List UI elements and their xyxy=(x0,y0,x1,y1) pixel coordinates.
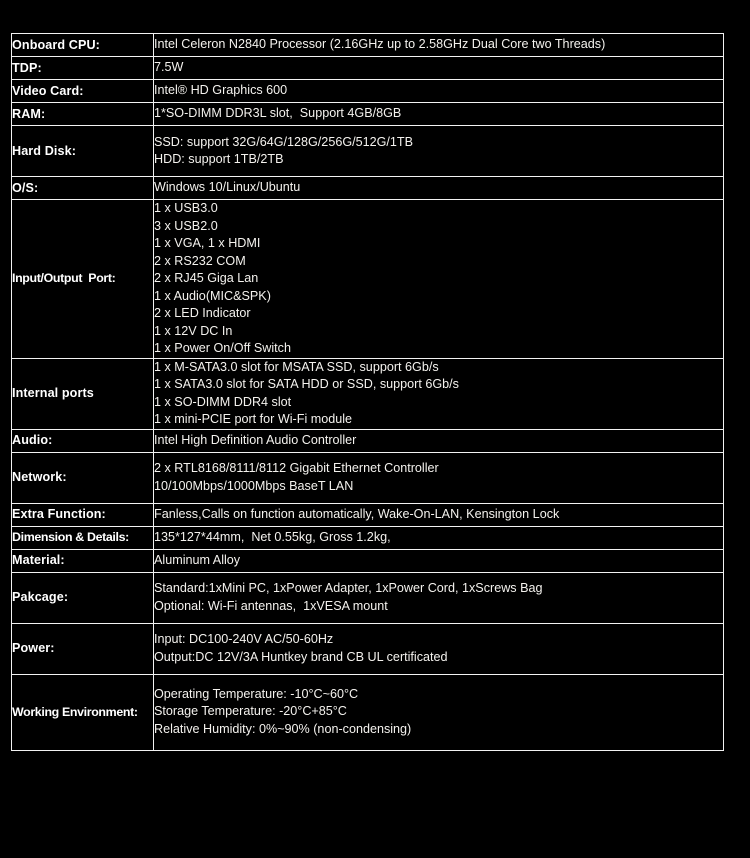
spec-label-cell xyxy=(12,503,154,526)
spec-label: Video Card: xyxy=(12,83,84,98)
specification-table xyxy=(11,33,724,751)
spec-value-line: 2 x LED Indicator xyxy=(154,306,251,320)
spec-label: Pakcage: xyxy=(12,590,69,604)
spec-label: Audio: xyxy=(12,433,53,447)
table-row xyxy=(12,80,724,103)
spec-label: Input/Output Port: xyxy=(12,271,116,286)
table-row xyxy=(12,452,724,503)
spec-label-cell xyxy=(12,452,154,503)
table-row xyxy=(12,526,724,549)
spec-value-cell xyxy=(154,34,724,57)
spec-label-cell xyxy=(12,126,154,177)
spec-value-line: 1 x 12V DC In xyxy=(154,323,233,338)
spec-value-line: 2 x RTL8168/8111/8112 Gigabit Ethernet Controller xyxy=(154,461,439,475)
table-row xyxy=(12,358,724,429)
table-row xyxy=(12,623,724,674)
spec-value-line: Output:DC 12V/3A Huntkey brand CB UL certificated xyxy=(154,649,448,664)
spec-label-cell xyxy=(12,34,154,57)
spec-label: Onboard CPU: xyxy=(12,37,100,52)
spec-label-cell xyxy=(12,177,154,200)
spec-value-cell xyxy=(154,177,724,200)
table-row xyxy=(12,57,724,80)
table-row xyxy=(12,126,724,177)
table-row xyxy=(12,674,724,750)
spec-value-cell xyxy=(154,452,724,503)
spec-value-line: Operating Temperature: -10°C~60°C xyxy=(154,686,359,701)
spec-value-line: 1 x SATA3.0 slot for SATA HDD or SSD, support 6Gb/s xyxy=(154,377,459,391)
spec-value-cell xyxy=(154,358,724,429)
spec-label-cell xyxy=(12,200,154,359)
spec-value-line: HDD: support 1TB/2TB xyxy=(154,152,284,166)
table-row xyxy=(12,177,724,200)
table-row xyxy=(12,429,724,452)
table-row xyxy=(12,103,724,126)
spec-label: Material: xyxy=(12,553,65,567)
spec-value-cell xyxy=(154,503,724,526)
spec-value-line: 2 x RS232 COM xyxy=(154,253,246,268)
spec-value-cell xyxy=(154,526,724,549)
specification-table-body xyxy=(12,34,724,751)
spec-label: Network: xyxy=(12,470,67,484)
spec-label-cell xyxy=(12,623,154,674)
spec-label-cell xyxy=(12,526,154,549)
spec-label-cell xyxy=(12,80,154,103)
spec-value-cell xyxy=(154,57,724,80)
table-row xyxy=(12,572,724,623)
spec-label: Working Environment: xyxy=(12,704,138,719)
spec-label: Power: xyxy=(12,641,55,655)
spec-value-cell xyxy=(154,572,724,623)
table-row xyxy=(12,34,724,57)
spec-value-line: 1 x VGA, 1 x HDMI xyxy=(154,236,261,250)
spec-label-cell xyxy=(12,549,154,572)
spec-value-line: 1*SO-DIMM DDR3L slot, Support 4GB/8GB xyxy=(154,106,402,121)
spec-value-line: Aluminum Alloy xyxy=(154,552,241,567)
spec-label: Hard Disk: xyxy=(12,143,76,158)
spec-value-line: 2 x RJ45 Giga Lan xyxy=(154,271,259,285)
spec-label-cell xyxy=(12,358,154,429)
spec-value-cell xyxy=(154,623,724,674)
spec-label: Extra Function: xyxy=(12,507,106,521)
spec-value-cell xyxy=(154,429,724,452)
spec-label: RAM: xyxy=(12,106,46,121)
spec-value-line: 1 x M-SATA3.0 slot for MSATA SSD, support 6Gb/s xyxy=(154,359,439,374)
spec-value-cell xyxy=(154,80,724,103)
spec-label: TDP: xyxy=(12,60,42,75)
spec-value-line: Intel High Definition Audio Controller xyxy=(154,432,357,447)
spec-value-line: SSD: support 32G/64G/128G/256G/512G/1TB xyxy=(154,134,414,149)
spec-label-cell xyxy=(12,429,154,452)
spec-value-line: 1 x SO-DIMM DDR4 slot xyxy=(154,394,292,409)
spec-label: Internal ports xyxy=(12,386,94,400)
table-row xyxy=(12,549,724,572)
table-row xyxy=(12,200,724,359)
spec-value-cell xyxy=(154,126,724,177)
spec-label-cell xyxy=(12,674,154,750)
spec-value-line: Relative Humidity: 0%~90% (non-condensing) xyxy=(154,721,412,736)
spec-label-cell xyxy=(12,103,154,126)
spec-value-line: 7.5W xyxy=(154,60,184,75)
spec-value-line: 135*127*44mm, Net 0.55kg, Gross 1.2kg, xyxy=(154,529,391,544)
spec-value-line: Windows 10/Linux/Ubuntu xyxy=(154,180,301,195)
spec-value-cell xyxy=(154,200,724,359)
spec-value-line: Standard:1xMini PC, 1xPower Adapter, 1xPower Cord, 1xScrews Bag xyxy=(154,581,543,595)
spec-value-line: Fanless,Calls on function automatically, Wake-On-LAN, Kensington Lock xyxy=(154,506,560,521)
spec-value-line: Intel® HD Graphics 600 xyxy=(154,83,288,98)
spec-value-line: 1 x Power On/Off Switch xyxy=(154,341,291,355)
spec-value-line: Optional: Wi-Fi antennas, 1xVESA mount xyxy=(154,598,388,613)
spec-value-line: 1 x Audio(MIC&SPK) xyxy=(154,288,271,303)
spec-label-cell xyxy=(12,57,154,80)
spec-value-line: Input: DC100-240V AC/50-60Hz xyxy=(154,632,334,646)
spec-value-line: Storage Temperature: -20°C+85°C xyxy=(154,704,347,719)
spec-value-line: 10/100Mbps/1000Mbps BaseT LAN xyxy=(154,478,354,493)
spec-value-line: 1 x USB3.0 xyxy=(154,201,218,215)
spec-label-cell xyxy=(12,572,154,623)
spec-value-cell xyxy=(154,549,724,572)
spec-value-line: Intel Celeron N2840 Processor (2.16GHz up to 2.58GHz Dual Core two Threads) xyxy=(154,37,606,52)
table-row xyxy=(12,503,724,526)
spec-value-line: 1 x mini-PCIE port for Wi-Fi module xyxy=(154,412,353,426)
spec-label: O/S: xyxy=(12,180,39,195)
spec-value-cell xyxy=(154,103,724,126)
spec-value-line: 3 x USB2.0 xyxy=(154,218,218,233)
spec-value-cell xyxy=(154,674,724,750)
spec-label: Dimension & Details: xyxy=(12,530,129,544)
